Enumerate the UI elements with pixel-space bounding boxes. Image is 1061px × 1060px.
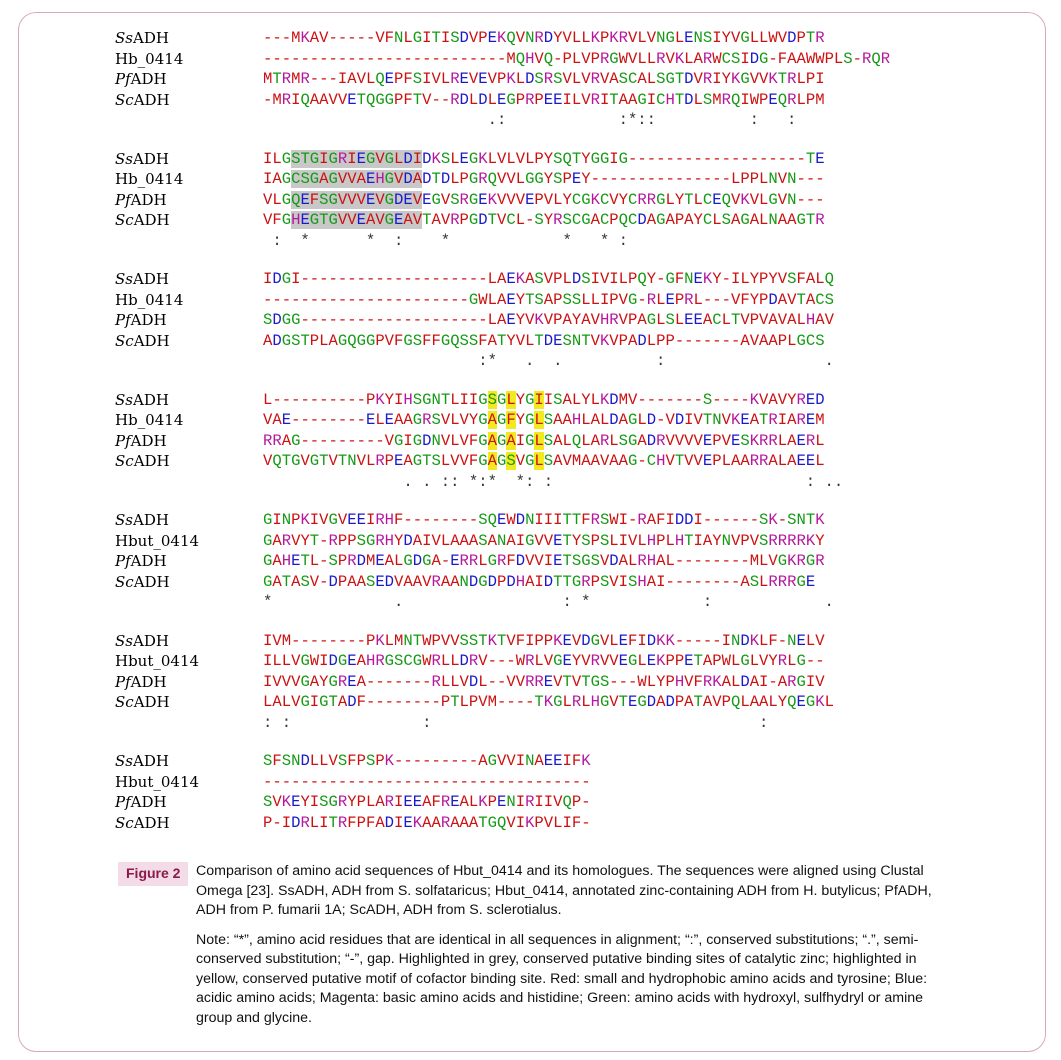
- sequence-residues: P-IDRLITRFPFADIEKAARAAATGQVIKPVLIF-: [263, 813, 591, 832]
- alignment-row: [115, 169, 945, 190]
- sequence-residues: VLGQEFSGVVVEVGDEVEGVSRGEKVVVEPVLYCGKCVYCRRGLYTLCEQVKVLGVN---: [263, 190, 825, 209]
- conservation-row: [115, 713, 945, 734]
- caption-note: Note: “*”, amino acid residues that are identical in all sequences in alignment; “:”, conserved substitutions; “.”, semi-conserved substitution; “-”, gap. Highlighted in grey, conserved putative binding sites of catalytic zinc; highlighted in yellow, conserved putative motif of cofactor binding site. Red: small and hydrophobic amino acids and tyrosine; Blue: acidic amino acids; Magenta: basic amino acids and histidine; Green: amino acids with hydroxyl, sulfhydryl or amine group and glycine.: [196, 931, 928, 1026]
- alignment-row: [115, 631, 945, 652]
- alignment-row: [115, 751, 945, 772]
- sequence-residues: IVVVGAYGREA-------RLLVDL--VVRREVTVTGS---WLYPHVFRKALDAI-ARGIV: [263, 672, 825, 691]
- sequence-residues: IAGCSGAGVVAEHGVDADTDLPGRQVVLGGYSPEY---------------LPPLNVN---: [263, 170, 825, 188]
- alignment-row: [115, 531, 945, 552]
- sequence-label: PfADH: [115, 190, 167, 209]
- sequence-residues: VAE--------ELEAAGRSVLVYGAGFYGLSAAHLALDAGLD-VDIVTNVKEATRIAREM: [263, 411, 825, 429]
- alignment-block: [115, 149, 945, 252]
- conservation-symbols: . . :: *:* *: : : ..: [263, 472, 844, 491]
- sequence-residues: SDGG--------------------LAEYVKVPAYAVHRVPAGLSLEEACLTVPVAVALHAV: [263, 311, 834, 329]
- sequence-label: PfADH: [115, 793, 167, 811]
- conservation-row: [115, 351, 945, 372]
- sequence-label: Hb_0414: [115, 49, 184, 68]
- sequence-label: SsADH: [115, 390, 169, 409]
- sequence-label: PfADH: [115, 431, 167, 450]
- alignment-row: [115, 49, 945, 70]
- alignment-row: [115, 28, 945, 49]
- sequence-label: ScADH: [115, 813, 170, 832]
- sequence-label: SsADH: [115, 29, 169, 47]
- sequence-residues: VFGHEGTGVVEAVGEAVTAVRPGDTVCL-SYRSCGACPQCDAGAPAYCLSAGALNAAGTR: [263, 211, 825, 229]
- sequence-residues: --------------------------MQHVQ-PLVPRGWVLLRVKLARWCSIDG-FAAWWPLS-RQR: [263, 49, 891, 68]
- conservation-row: [115, 472, 945, 493]
- sequence-label: SsADH: [115, 631, 169, 650]
- alignment-row: [115, 792, 945, 813]
- sequence-label: SsADH: [115, 752, 169, 770]
- sequence-label: Hbut_0414: [115, 652, 200, 670]
- figure-label: Figure 2: [118, 862, 188, 886]
- alignment-row: [115, 813, 945, 834]
- sequence-label: ScADH: [115, 572, 170, 591]
- alignment-row: [115, 692, 945, 713]
- sequence-residues: -MRIQAAVVETQGGPFTV--RDLDLEGPRPEEILVRITAAGICHTDLSMRQIWPEQRLPM: [263, 90, 825, 109]
- alignment-row: [115, 390, 945, 411]
- sequence-residues: MTRMR---IAVLQEPFSIVLREVEVPKLDSRSVLVRVASCALSGTDVRIYKGVVKTRLPI: [263, 70, 825, 88]
- sequence-residues: ILLVGWIDGEAHRGSCGWRLLDRV---WRLVGEYVRVVEGLEKPPETAPWLGLVYRLG--: [263, 652, 825, 670]
- sequence-residues: ILGSTGIGRIEGVGLDIDKSLEGKLVLVLPYSQTYGGIG-------------------TE: [263, 149, 825, 168]
- alignment-row: [115, 772, 945, 793]
- sequence-residues: GINPKIVGVEEIRHF--------SQEWDNIIITTFRSWI-RAFIDDI------SK-SNTK: [263, 511, 825, 529]
- conservation-symbols: : : : :: [263, 713, 769, 732]
- alignment-block: [115, 510, 945, 613]
- sequence-label: ScADH: [115, 452, 170, 470]
- sequence-label: Hb_0414: [115, 170, 184, 188]
- alignment-row: [115, 431, 945, 452]
- sequence-residues: GARVYT-RPPSGRHYDAIVLAAASANAIGVVETYSPSLIVLHPLHTIAYNVPVSRRRRKY: [263, 531, 825, 550]
- sequence-label: PfADH: [115, 311, 167, 329]
- sequence-residues: SVKEYISGRYPLARIEEAFREALKPENIRIIVQP-: [263, 793, 591, 811]
- sequence-residues: ---MKAV-----VFNLGITISDVPEKQVNRDYVLLKPKRVLVNGLENSIYVGLLWVDPTR: [263, 29, 825, 47]
- conservation-row: [115, 833, 945, 854]
- alignment-row: [115, 572, 945, 593]
- caption-text: Comparison of amino acid sequences of Hbut_0414 and its homologues. The sequences were aligned using Clustal Omega [23]. SsADH, ADH from S. solfataricus; Hbut_0414, annotated zinc-containing ADH from H. butylicus; PfADH, ADH from P. fumarii 1A; ScADH, ADH from S. sclerotialus.: [196, 863, 932, 918]
- sequence-residues: GATASV-DPAASEDVAAVRAANDGDPDHAIDTTGRPSVISHAI--------ASLRRRGE: [263, 572, 816, 591]
- alignment-block: [115, 390, 945, 493]
- alignment-row: [115, 90, 945, 111]
- conservation-symbols: : * * : * * * :: [263, 231, 628, 250]
- alignment-block: [115, 269, 945, 372]
- sequence-alignment: [115, 28, 945, 872]
- sequence-residues: -----------------------------------: [263, 772, 591, 791]
- sequence-label: PfADH: [115, 552, 167, 570]
- alignment-row: [115, 269, 945, 290]
- sequence-label: Hb_0414: [115, 290, 184, 309]
- sequence-residues: IDGI--------------------LAEKASVPLDSIVILPQY-GFNEKY-ILYPYVSFALQ: [263, 270, 834, 288]
- alignment-row: [115, 290, 945, 311]
- sequence-label: SsADH: [115, 511, 169, 529]
- conservation-symbols: .: :*:: : :: [263, 111, 797, 129]
- alignment-row: [115, 331, 945, 352]
- conservation-row: [115, 592, 945, 613]
- alignment-row: [115, 210, 945, 231]
- conservation-symbols: * . : * : .: [263, 593, 834, 611]
- alignment-row: [115, 69, 945, 90]
- sequence-residues: ----------------------GWLAEYTSAPSSLLIPVG-RLEPRL---VFYPDAVTACS: [263, 290, 834, 309]
- alignment-row: [115, 510, 945, 531]
- conservation-symbols: :* . . : .: [263, 352, 834, 370]
- alignment-row: [115, 149, 945, 170]
- sequence-label: SsADH: [115, 149, 169, 168]
- sequence-label: SsADH: [115, 270, 169, 288]
- alignment-row: [115, 410, 945, 431]
- alignment-row: [115, 451, 945, 472]
- figure-caption: [118, 862, 958, 1028]
- sequence-residues: L----------PKYIHSGNTLIIGSGLYGIISALYLKDMV-------S----KVAVYRED: [263, 390, 825, 409]
- alignment-row: [115, 190, 945, 211]
- sequence-label: ScADH: [115, 693, 170, 711]
- sequence-residues: IVM--------PKLMNTWPVVSSTKTVFIPPKEVDGVLEFIDKK-----INDKLF-NELV: [263, 631, 825, 650]
- sequence-residues: VQTGVGTVTNVLRPEAGTSLVVFGAGSVGLSAVMAAVAAG-CHVTVVEPLAARRALAEEL: [263, 452, 825, 470]
- sequence-residues: LALVGIGTADF--------PTLPVM----TKGLRLHGVTEGDADPATAVPQLAALYQEGKL: [263, 693, 834, 711]
- conservation-row: [115, 110, 945, 131]
- alignment-row: [115, 551, 945, 572]
- alignment-block: [115, 28, 945, 131]
- sequence-residues: ADGSTPLAGQGGPVFGSFFGQSSFATYVLTDESNTVKVPADLPP-------AVAAPLGCS: [263, 331, 825, 350]
- alignment-row: [115, 651, 945, 672]
- alignment-block: [115, 631, 945, 734]
- sequence-label: PfADH: [115, 70, 167, 88]
- sequence-label: ScADH: [115, 90, 170, 109]
- alignment-block: [115, 751, 945, 854]
- conservation-row: [115, 231, 945, 252]
- sequence-label: PfADH: [115, 672, 167, 691]
- alignment-row: [115, 672, 945, 693]
- sequence-label: Hb_0414: [115, 411, 184, 429]
- alignment-row: [115, 310, 945, 331]
- sequence-label: Hbut_0414: [115, 772, 200, 791]
- sequence-residues: GAHETL-SPRDMEALGDGA-ERRLGRFDVVIETSGSVDALRHAL--------MLVGKRGR: [263, 552, 825, 570]
- sequence-label: ScADH: [115, 211, 170, 229]
- sequence-residues: SFSNDLLVSFPSPK---------AGVVINAEEIFK: [263, 752, 591, 770]
- sequence-label: ScADH: [115, 331, 170, 350]
- sequence-residues: RRAG---------VGIGDNVLVFGAGAIGLSALQLARLSGADRVVVVEPVESKRRLAERL: [263, 431, 825, 450]
- sequence-label: Hbut_0414: [115, 531, 200, 550]
